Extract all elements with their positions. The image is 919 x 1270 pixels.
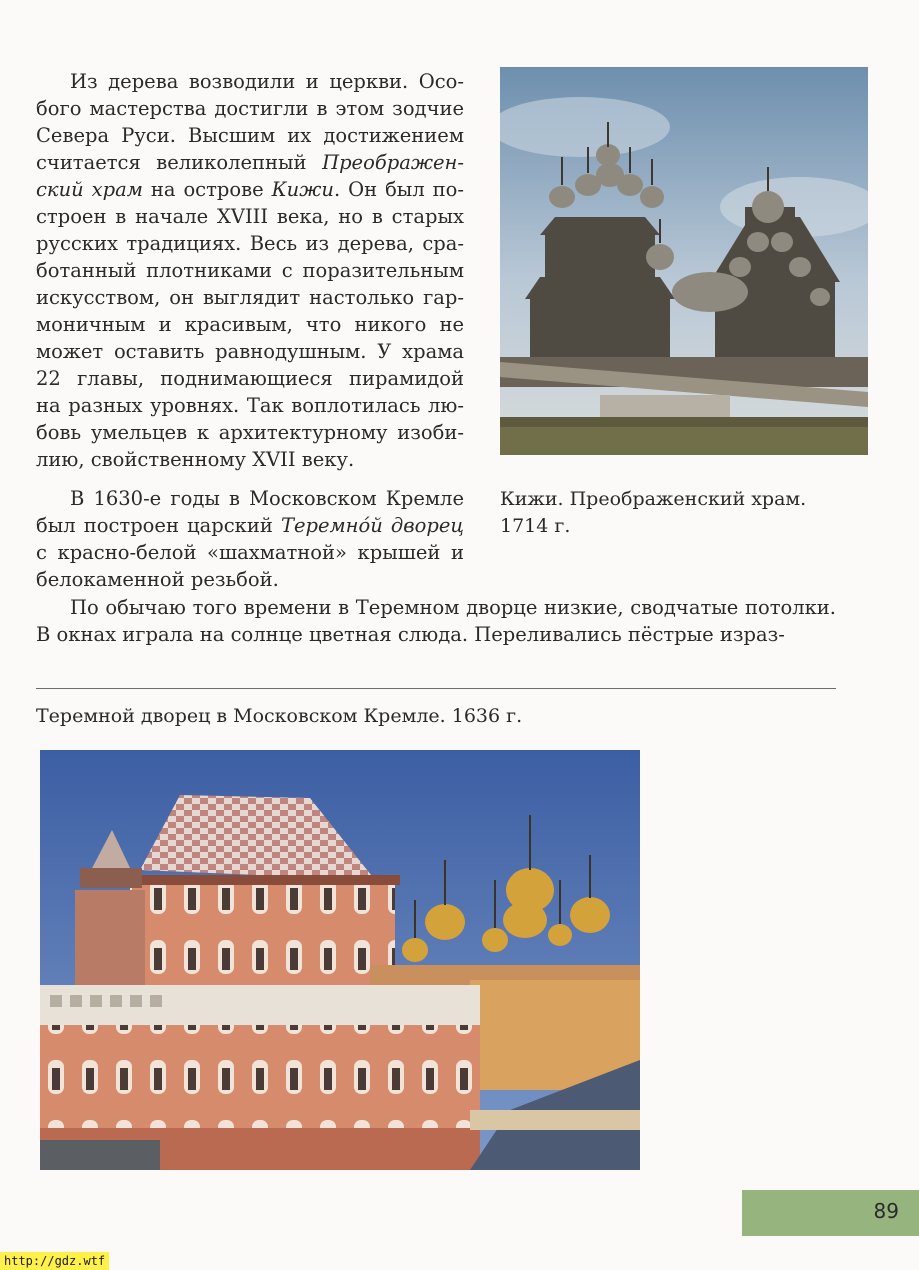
terem-caption: Теремной дворец в Московском Кремле. 1636 г. bbox=[36, 705, 523, 727]
kizhi-caption bbox=[500, 486, 860, 540]
paragraph-kizhi bbox=[36, 68, 464, 473]
term-kizhi: Кижи bbox=[271, 178, 334, 201]
paragraph-terem bbox=[36, 485, 464, 593]
section-divider bbox=[36, 688, 836, 689]
paragraph-text: . Он был построен в начале XVIII века, но в старых русских традициях. Весь из дерева, сработанный плотниками с поразительным искусством, он выглядит настолько гармоничным и красивым, что никого не может оставить равнодушным. У храма 22 главы, поднимающиеся пирамидой на разных уровнях. Так воплотилась любовь умельцев к архитектурному изобилию, свойственному XVII веку. bbox=[36, 178, 464, 471]
caption-line: Кижи. Преображенский храм. bbox=[500, 488, 807, 510]
caption-date: 1714 г. bbox=[500, 515, 571, 537]
watermark-link[interactable]: http://gdz.wtf bbox=[0, 1252, 109, 1270]
paragraph-text: с красно-белой «шахматной» крышей и белокаменной резьбой. bbox=[36, 541, 464, 591]
paragraph-text: на острове bbox=[142, 178, 272, 201]
page-number: 89 bbox=[873, 1199, 899, 1223]
paragraph-text: В 1630-е годы в Московском Кремле был построен царский bbox=[36, 487, 464, 537]
paragraph-interior: По обычаю того времени в Теремном дворце низкие, сводчатые потолки. В окнах играла на солнце цветная слюда. Переливались пёстрые израз- bbox=[36, 596, 836, 646]
terem-palace-photo bbox=[40, 750, 640, 1170]
page-number-tab bbox=[742, 1190, 919, 1236]
paragraph-text: Из дерева возводили и церкви. Особого мастерства достигли в этом зодчие Севера Руси. Высшим их достижением считается великолепный bbox=[36, 70, 464, 174]
term-preobrazhensky: Преображенский храм bbox=[36, 151, 464, 201]
term-terem-palace: Теремно́й дворец bbox=[280, 514, 465, 537]
kizhi-church-photo bbox=[500, 67, 868, 455]
